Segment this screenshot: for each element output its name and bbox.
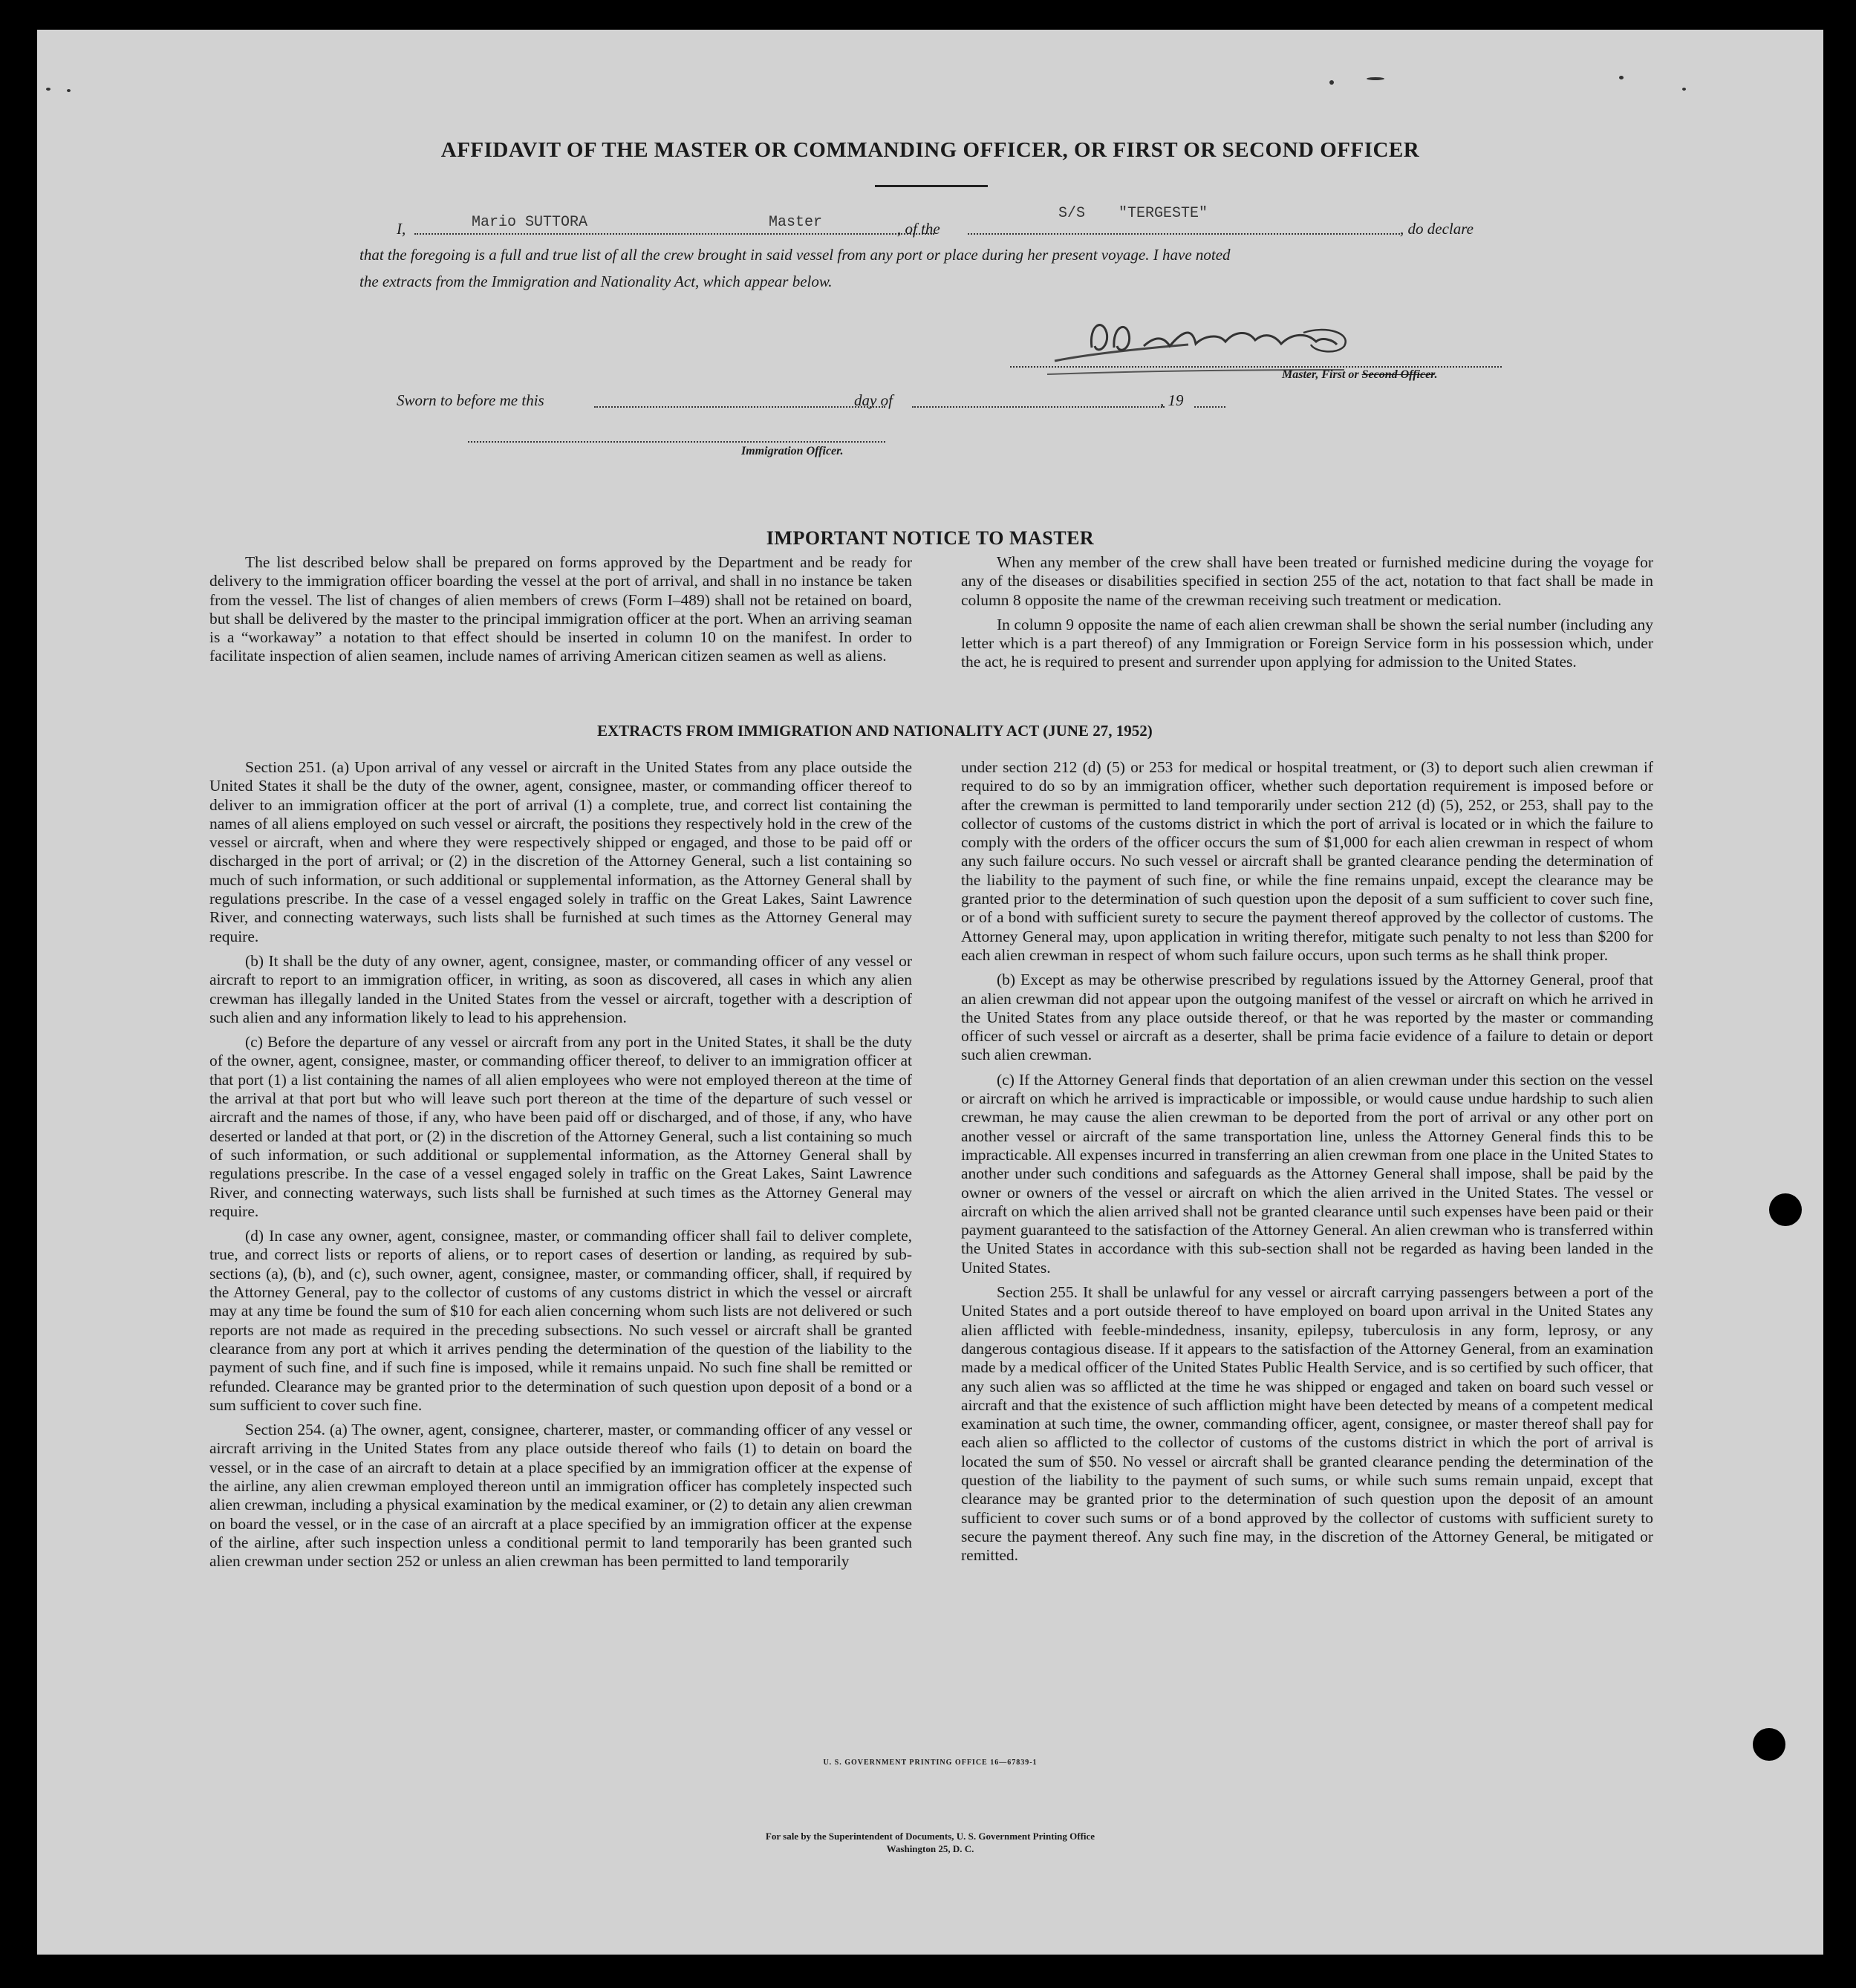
notice-paragraph: In column 9 opposite the name of each alien crewman shall be shown the serial number (including any letter which is a part thereof) of any Immigration or Foreign Service form in his possession which, under the act, he is required to present and surrender upon applying for admission to the United States. (961, 615, 1653, 671)
punch-hole (1769, 1193, 1802, 1226)
section-paragraph: (c) If the Attorney General finds that deportation of an alien crewman under this section on the vessel or aircraft on which he arrived is impracticable or impossible, or would cause undue hardship to such alien crewman, he may cause the alien crewman to be deported from the port of arrival or any other port on another vessel or aircraft of the same transportation line, unless the Attorney General finds this to be impracticable. All expenses incurred in transferring an alien crewman from one place in the United States to another under such conditions and safeguards as the Attorney General shall impose, shall be paid by the owner or owners of the vessel or aircraft on which the alien arrived in the United States. The vessel or aircraft on which the alien arrived shall not be granted clearance until such expenses have been paid or their payment guaranteed to the satisfaction of the Attorney General. An alien crewman who is transferred within the United States in accordance with this sub-section shall not be regarded as having been landed in the United States. (961, 1070, 1653, 1277)
officer-name-value: Mario SUTTORA (472, 214, 588, 231)
section-paragraph: (b) It shall be the duty of any owner, agent, consignee, master, or commanding officer of any vessel or aircraft to report to an immigration officer, in writing, as soon as discovered, all cases in which any alien crewman has illegally landed in the United States from the vessel or aircraft, together with a description of such alien and any information likely to lead to his apprehension. (209, 951, 912, 1026)
label-do-declare: , do declare (1400, 220, 1474, 238)
extracts-title: EXTRACTS FROM IMMIGRATION AND NATIONALITY ACT (JUNE 27, 1952) (597, 722, 1153, 740)
declaration-line-1: that the foregoing is a full and true list of all the crew brought in said vessel from any port or place during her present voyage. I have noted (359, 246, 1231, 264)
officer-name-line[interactable] (414, 233, 934, 235)
vessel-name-value: "TERGESTE" (1119, 205, 1208, 222)
section-paragraph: (d) In case any owner, agent, consignee, master, or commanding officer shall fail to deliver complete, true, and correct lists or reports of aliens, or to report cases of desertion or landing, as required by sub-sections (a), (b), and (c), such owner, agent, consignee, master, or commanding officer, shall, if required by the Attorney General, pay to the collector of customs of any customs district in which the vessel or aircraft may at any time be found the sum of $10 for each alien concerning whom such lists are not delivered or such reports are not made as required in the preceding subsections. No such vessel or aircraft shall be granted clearance from any port at which it arrives pending the determination of the question of the liability to the payment of such fine, and if such fine is imposed, while it remains unpaid. No such fine shall be remitted or refunded. Clearance may be granted prior to the determination of such question upon deposit of a bond or a sum sufficient to cover such fine. (209, 1227, 912, 1414)
extracts-left-column (209, 758, 912, 1571)
section-paragraph: Section 255. It shall be unlawful for any vessel or aircraft carrying passengers between a port of the United States and a port outside thereof to have employed on board upon arrival in the United States any alien afflicted with feeble-mindedness, insanity, epilepsy, tuberculosis in any form, leprosy, or any dangerous contagious disease. If it appears to the satisfaction of the Attorney General, from an examination made by a medical officer of the United States Public Health Service, and is so certified by such officer, that any such alien was so afflicted at the time he was shipped or engaged and taken on board such vessel or aircraft and that the existence of such affliction might have been detected by means of a competent medical examination at such time, the owner, commanding officer, agent, consignee, or master thereof shall pay for each alien so afflicted to the collector of customs of the customs district in which the port of arrival is located the sum of $50. No vessel or aircraft shall be granted clearance pending the determination of the question of the liability to the payment of such sums, or while such sums remain unpaid, except that clearance may be granted prior to the determination of such question upon the deposit of an amount sufficient to cover such sums or of a bond approved by the collector of customs with sufficient surety to secure the payment thereof. Any such fine may, in the discretion of the Attorney General, be mitigated or remitted. (961, 1283, 1653, 1565)
year-label: , 19 (1160, 391, 1184, 409)
sworn-month-line[interactable] (912, 406, 1165, 408)
section-paragraph: under section 212 (d) (5) or 253 for medical or hospital treatment, or (3) to deport such alien crewman if required to do so by an immigration officer, whether such deportation requirement is imposed before or after the crewman is permitted to land temporarily under section 212 (d) (5), 252, or 253, shall pay to the collector of customs of the customs district in which the port of arrival is located or in which the failure to comply with the orders of the officer occurs the sum of $1,000 for each alien crewman in respect of whom any such failure occurs. No such vessel or aircraft shall be granted clearance pending the determination of the liability to the payment of such fine, or while the fine remains unpaid, except the clearance may be granted prior to the determination of such question upon the deposit of a sum sufficient to cover such fine, or of a bond with sufficient surety to secure the payment thereof approved by the collector of customs. The Attorney General may, upon application in writing therefor, mitigate such penalty to not less than $200 for each alien crewman in respect of whom such failure occurs, upon such terms as he shall think proper. (961, 758, 1653, 964)
scan-speck (1682, 88, 1686, 91)
vessel-name-line[interactable] (968, 233, 1400, 235)
notice-paragraph: When any member of the crew shall have been treated or furnished medicine during the voyage for any of the diseases or disabilities specified in section 255 of the act, notation to that fact shall be made in column 8 opposite the name of the crewman receiving such treatment or medication. (961, 553, 1653, 609)
section-paragraph: (c) Before the departure of any vessel or aircraft from any port in the United States, it shall be the duty of the owner, agent, consignee, master, or commanding officer thereof, to deliver to an immigration officer at that port (1) a list containing the names of all alien employees who were not employed thereon at the time of the arrival at that port but who will leave such port thereon at the time of the departure of such vessel or aircraft and the names of those, if any, who have been paid off or discharged, and of those, if any, who have deserted or landed at that port, or (2) in the discretion of the Attorney General, such a list containing so much of such information, or such additional or supplemental information, as the Attorney General shall by regulations prescribe. In the case of a vessel engaged solely in traffic on the Great Lakes, Saint Lawrence River, and connecting waterways, such lists shall be furnished at such times as the Attorney General may require. (209, 1033, 912, 1220)
declaration-line-2: the extracts from the Immigration and Nationality Act, which appear below. (359, 273, 833, 290)
signature-line[interactable] (1010, 366, 1502, 368)
form-sheet (37, 30, 1823, 1955)
section-paragraph: (b) Except as may be otherwise prescribed by regulations issued by the Attorney General, proof that an alien crewman did not appear upon the outgoing manifest of the vessel or aircraft on which he arrived in the United States from any place outside thereof, or that he was reported by the master or commanding officer of such vessel or aircraft as a deserter, shall be prima facie evidence of a failure to detain or deport such alien crewman. (961, 971, 1653, 1064)
notice-paragraph: The list described below shall be prepared on forms approved by the Department and be ready for delivery to the immigration officer boarding the vessel at the port of arrival, and shall in no instance be taken from the vessel. The list of changes of alien members of crews (Form I–489) shall not be retained on board, but shall be delivered by the master to the principal immigration officer at the port. When an arriving seaman is a “workaway” a notation to that effect should be inserted in column 10 on the manifest. In order to facilitate inspection of alien seamen, include names of arriving American citizen seamen as well as aliens. (209, 553, 912, 665)
extracts-right-column (961, 758, 1653, 1565)
notice-title: IMPORTANT NOTICE TO MASTER (766, 527, 1095, 549)
scan-speck (1329, 80, 1334, 85)
notice-right-column (961, 553, 1653, 672)
section-paragraph: Section 251. (a) Upon arrival of any vessel or aircraft in the United States from any place outside the United States it shall be the duty of the owner, agent, consignee, master, or commanding officer thereof to deliver to an immigration officer at the port of arrival (1) a complete, true, and correct list containing the names of all aliens employed on such vessel or aircraft, the positions they respectively hold in the crew of the vessel or aircraft, when and where they were respectively shipped or engaged, and those to be paid off or discharged in the port of arrival; or (2) in the discretion of the Attorney General, such a list containing so much of such information, or such additional or supplemental information, as the Attorney General shall by regulations prescribe. In the case of a vessel engaged solely in traffic on the Great Lakes, Saint Lawrence River, and connecting waterways, such lists shall be furnished at such times as the Attorney General may require. (209, 758, 912, 945)
day-of-label: day of (854, 391, 893, 409)
sworn-label: Sworn to before me this (397, 391, 544, 409)
notice-left-column (209, 553, 912, 666)
sale-line-2: Washington 25, D. C. (886, 1843, 974, 1854)
signature-caption: Master, First or Second Officer. (1282, 368, 1438, 381)
print-code: U. S. GOVERNMENT PRINTING OFFICE 16—67839-1 (823, 1759, 1038, 1767)
section-paragraph: Section 254. (a) The owner, agent, consignee, charterer, master, or commanding officer of any vessel or aircraft arriving in the United States from any place outside thereof who fails (1) to detain on board the vessel, or in the case of an aircraft to detain at a place specified by an immigration officer at the expense of the airline, any alien crewman employed thereon until an immigration officer has completely inspected such alien crewman, including a physical examination by the medical examiner, or (2) to detain any alien crewman on board the vessel, or in the case of an aircraft at a place specified by an immigration officer at the expense of the airline, after such inspection unless a conditional permit to land temporarily has been granted such alien crewman under section 252 or unless an alien crewman has been permitted to land temporarily (209, 1421, 912, 1571)
label-of-the: , of the (897, 220, 940, 238)
vessel-prefix-value: S/S (1058, 205, 1086, 222)
sworn-year-line[interactable] (1194, 406, 1225, 408)
label-i: I, (397, 220, 406, 238)
sworn-day-line[interactable] (594, 406, 885, 408)
scan-speck (1619, 76, 1624, 79)
scan-speck (67, 89, 71, 92)
officer-rank-value: Master (769, 214, 823, 231)
punch-hole (1753, 1728, 1785, 1761)
sale-line-1: For sale by the Superintendent of Documents, U. S. Government Printing Office (765, 1831, 1095, 1842)
immigration-officer-caption: Immigration Officer. (741, 445, 844, 457)
title-rule (875, 185, 988, 187)
immigration-officer-line[interactable] (468, 441, 885, 443)
scan-speck (46, 88, 51, 91)
scan-speck (1367, 77, 1384, 80)
affidavit-title: AFFIDAVIT OF THE MASTER OR COMMANDING OFFICER, OR FIRST OR SECOND OFFICER (440, 138, 1420, 162)
